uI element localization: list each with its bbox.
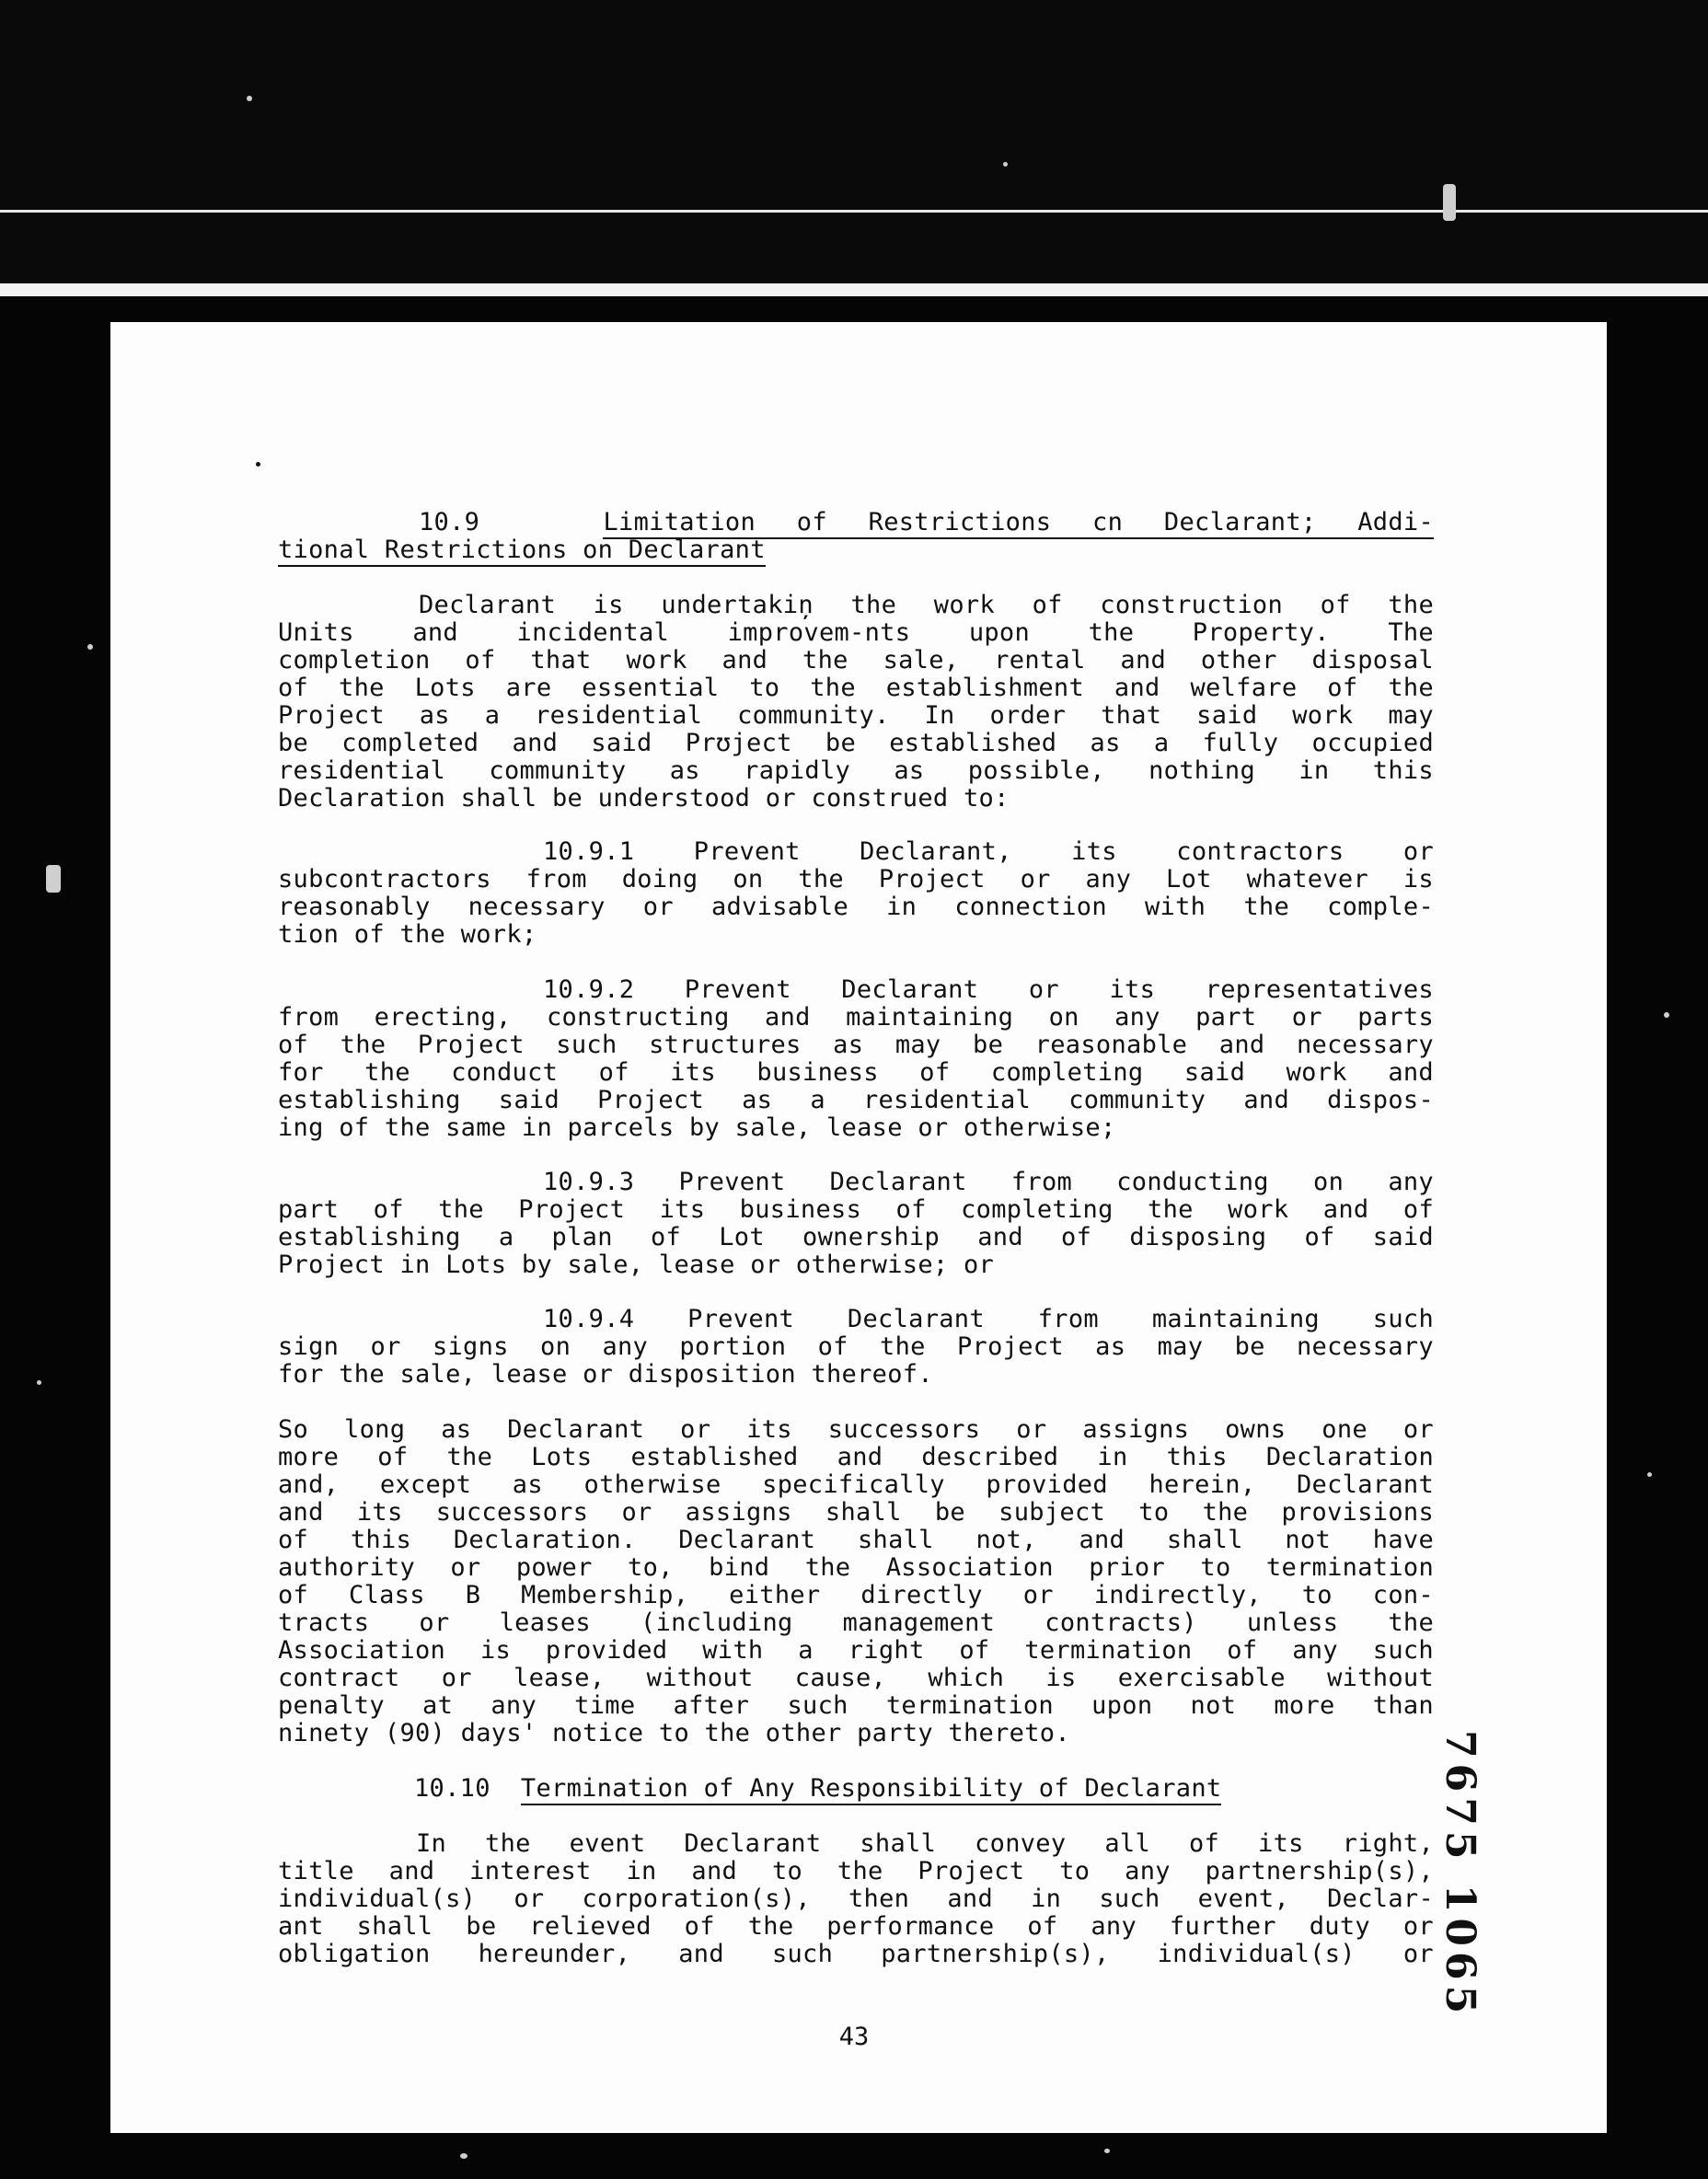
paragraph-line: and its successors or assigns shall be subject to the provisions — [278, 1498, 1434, 1527]
paragraph-line: Project as a residential community. In order that said work may — [278, 701, 1434, 730]
scan-speck — [1003, 162, 1008, 167]
section-10-10-heading — [278, 1775, 1434, 1803]
paragraph-line: contract or lease, without cause, which is exercisable without — [278, 1664, 1434, 1692]
scan-speck — [460, 2153, 467, 2159]
paragraph-line: ant shall be relieved of the performance of any further duty or — [278, 1912, 1434, 1941]
paragraph-line: title and interest in and to the Project to any partnership(s), — [278, 1857, 1434, 1885]
paragraph-line: for the sale, lease or disposition thereof. — [278, 1360, 933, 1389]
scan-speck — [87, 644, 93, 650]
paragraph-line: of the Project such structures as may be reasonable and necessary — [278, 1031, 1434, 1059]
margin-stamp: 7675 1065 — [1437, 1730, 1483, 2020]
scan-speck — [1104, 2149, 1110, 2153]
paragraph-line: tion of the work; — [278, 920, 537, 949]
paragraph-line: of this Declaration. Declarant shall not, and shall not have — [278, 1526, 1434, 1554]
paragraph-line: ing of the same in parcels by sale, lease or otherwise; — [278, 1113, 1116, 1142]
scan-speck — [1664, 1012, 1669, 1018]
section-title-continued: tional Restrictions on Declarant — [278, 536, 766, 567]
paragraph-line: sign or signs on any portion of the Project as may be necessary — [278, 1332, 1434, 1361]
paragraph-line: In the event Declarant shall convey all of its right, — [416, 1829, 1434, 1858]
scan-speck — [46, 865, 61, 893]
heading-line — [278, 1775, 1434, 1803]
paragraph-line: more of the Lots established and described in this Declaration — [278, 1443, 1434, 1471]
section-number: 10.10 — [414, 1774, 490, 1803]
paragraph-line: Units and incidental improvem‐nts upon the Property. The — [278, 618, 1434, 647]
heading-line-2 — [278, 536, 1434, 564]
item-10-9-3 — [278, 1169, 1434, 1279]
paragraph-line: from erecting, constructing and maintaining on any part or parts — [278, 1003, 1434, 1032]
page-number: 43 — [838, 2023, 870, 2051]
scan-speck — [37, 1380, 41, 1385]
paragraph-line: authority or power to, bind the Association prior to termination — [278, 1553, 1434, 1582]
paragraph-line: individual(s) or corporation(s), then and in such event, Declar- — [278, 1885, 1434, 1913]
paragraph-line: ninety (90) days' notice to the other party thereto. — [278, 1719, 1070, 1747]
section-number: 10.9 — [419, 508, 480, 536]
termination-paragraph — [278, 1830, 1434, 1968]
paragraph-line: establishing said Project as a residential community and dispos- — [278, 1086, 1434, 1114]
paragraph-line: tracts or leases (including management contracts) unless the — [278, 1608, 1434, 1637]
paragraph-line: and, except as otherwise specifically provided herein, Declarant — [278, 1470, 1434, 1499]
scan-dot — [256, 462, 260, 467]
scan-speck — [1443, 184, 1456, 221]
paragraph-line: reasonably necessary or advisable in connection with the comple- — [278, 893, 1434, 921]
paragraph-line: be completed and said Prʊject be established as a fully occupied — [278, 729, 1434, 757]
paragraph-line: 10.9.2 Prevent Declarant or its representatives — [543, 975, 1434, 1004]
paragraph-line: Declarant is undertakiņ the work of construction of the — [419, 591, 1434, 619]
scan-edge-band — [0, 283, 1708, 296]
paragraph-line: residential community as rapidly as possible, nothing in this — [278, 756, 1434, 785]
item-10-9-4 — [278, 1306, 1434, 1389]
paragraph-line: 10.9.4 Prevent Declarant from maintaining such — [543, 1305, 1434, 1333]
paragraph-line: establishing a plan of Lot ownership and of disposing of said — [278, 1223, 1434, 1251]
section-title: Limitation of Restrictions cn Declarant; Addi- — [603, 508, 1434, 539]
section-title: Termination of Any Responsibility of Declarant — [521, 1774, 1222, 1805]
paragraph-line: part of the Project its business of completing the work and of — [278, 1195, 1434, 1224]
section-10-9-heading — [278, 509, 1434, 564]
paragraph-line: obligation hereunder, and such partnership(s), individual(s) or — [278, 1940, 1434, 1968]
successors-paragraph — [278, 1416, 1434, 1747]
heading-line-1 — [278, 509, 1434, 536]
paragraph-line: Association is provided with a right of termination of any such — [278, 1636, 1434, 1665]
paragraph-line: 10.9.1 Prevent Declarant, its contractors or — [543, 837, 1434, 866]
scan-speck — [1647, 1472, 1652, 1477]
paragraph-line: subcontractors from doing on the Project or any Lot whatever is — [278, 865, 1434, 894]
item-10-9-1 — [278, 838, 1434, 949]
paragraph-line: Project in Lots by sale, lease or otherwise; or — [278, 1251, 995, 1279]
scan-border-top — [0, 0, 1708, 294]
paragraph-line: penalty at any time after such termination upon not more than — [278, 1691, 1434, 1720]
paragraph-line: 10.9.3 Prevent Declarant from conducting on any — [543, 1168, 1434, 1196]
scan-speck — [247, 96, 252, 101]
paragraph-line: Declaration shall be understood or construed to: — [278, 784, 1010, 813]
paragraph-line: for the conduct of its business of completing said work and — [278, 1058, 1434, 1087]
intro-paragraph — [278, 592, 1434, 813]
item-10-9-2 — [278, 976, 1434, 1142]
paragraph-line: So long as Declarant or its successors or assigns owns one or — [278, 1415, 1434, 1444]
paragraph-line: completion of that work and the sale, rental and other disposal — [278, 646, 1434, 674]
paragraph-line: of Class B Membership, either directly or indirectly, to con- — [278, 1581, 1434, 1609]
paragraph-line: of the Lots are essential to the establishment and welfare of the — [278, 674, 1434, 702]
